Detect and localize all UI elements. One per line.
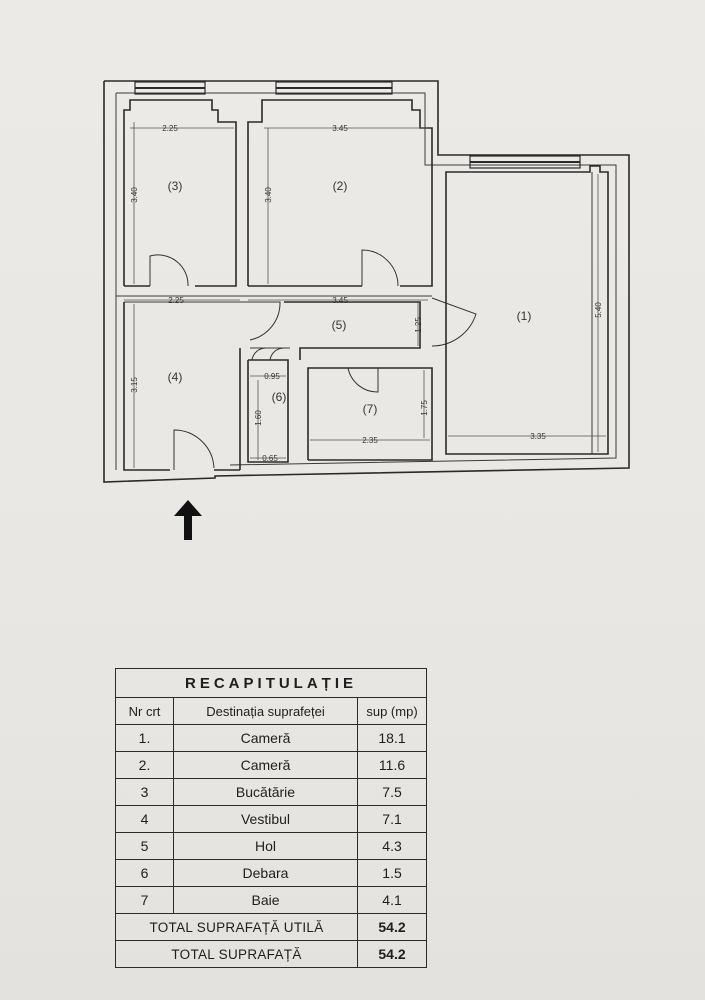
total-util-row [116, 914, 427, 941]
dim-r4-height: 3.15 [130, 377, 139, 393]
header-nr: Nr crt [116, 698, 174, 725]
dim-r1-height: 5.40 [594, 302, 603, 318]
dim-r2-width: 3.45 [332, 124, 348, 133]
dim-r3-height: 3.40 [130, 187, 139, 203]
cell-nr: 4 [116, 806, 174, 833]
total-label: TOTAL SUPRAFAȚĂ [116, 941, 358, 968]
room2-door [362, 250, 398, 286]
room5-walls [284, 302, 420, 360]
dim-r7-height: 1.75 [420, 400, 429, 416]
total-util-label: TOTAL SUPRAFAȚĂ UTILĂ [116, 914, 358, 941]
cell-area: 11.6 [358, 752, 427, 779]
cell-destination: Debara [174, 860, 358, 887]
room7-door [348, 368, 378, 392]
dim-r2-height: 3.40 [264, 187, 273, 203]
cell-nr: 5 [116, 833, 174, 860]
cell-nr: 1. [116, 725, 174, 752]
arrow-up-icon [174, 500, 202, 540]
room-label-1: (1) [516, 309, 532, 323]
summary-table [115, 668, 427, 968]
room-label-2: (2) [332, 179, 348, 193]
table-title-row [116, 669, 427, 698]
cell-area: 4.1 [358, 887, 427, 914]
table-row [116, 860, 427, 887]
cell-area: 7.5 [358, 779, 427, 806]
table-row [116, 725, 427, 752]
dim-r5-height: 1.25 [414, 317, 423, 333]
room-label-5: (5) [331, 318, 347, 332]
table-row [116, 887, 427, 914]
cell-destination: Baie [174, 887, 358, 914]
cell-nr: 2. [116, 752, 174, 779]
cell-area: 7.1 [358, 806, 427, 833]
outer-wall [104, 81, 629, 482]
cell-nr: 6 [116, 860, 174, 887]
dim-r6-width-top: 0.95 [264, 372, 280, 381]
room-label-6: (6) [271, 390, 287, 404]
dim-r5-width: 3.45 [332, 296, 348, 305]
cell-destination: Vestibul [174, 806, 358, 833]
room-label-3: (3) [167, 179, 183, 193]
dim-r7-width: 2.35 [362, 436, 378, 445]
table-header-row [116, 698, 427, 725]
cell-area: 18.1 [358, 725, 427, 752]
dim-r6-width-bottom: 0.65 [262, 454, 278, 463]
cell-destination: Cameră [174, 725, 358, 752]
table-row [116, 833, 427, 860]
dim-r1-width: 3.35 [530, 432, 546, 441]
dim-r6-height: 1.60 [254, 410, 263, 426]
cell-area: 1.5 [358, 860, 427, 887]
entrance-door [174, 430, 214, 470]
room6-door [252, 348, 284, 360]
room4-door [242, 302, 280, 340]
dim-r4-width: 2.25 [168, 296, 184, 305]
room3-door [150, 255, 188, 286]
cell-nr: 3 [116, 779, 174, 806]
cell-nr: 7 [116, 887, 174, 914]
table-row [116, 806, 427, 833]
table-title: RECAPITULAȚIE [116, 669, 427, 698]
room-label-4: (4) [167, 370, 183, 384]
total-util-value: 54.2 [358, 914, 427, 941]
cell-destination: Bucătărie [174, 779, 358, 806]
cell-destination: Cameră [174, 752, 358, 779]
table-row [116, 779, 427, 806]
cell-destination: Hol [174, 833, 358, 860]
cell-area: 4.3 [358, 833, 427, 860]
header-destination: Destinația suprafeței [174, 698, 358, 725]
room-label-7: (7) [362, 402, 378, 416]
table-row [116, 752, 427, 779]
total-value: 54.2 [358, 941, 427, 968]
room1-door [432, 298, 476, 346]
total-row [116, 941, 427, 968]
header-area: sup (mp) [358, 698, 427, 725]
dim-r3-width: 2.25 [162, 124, 178, 133]
